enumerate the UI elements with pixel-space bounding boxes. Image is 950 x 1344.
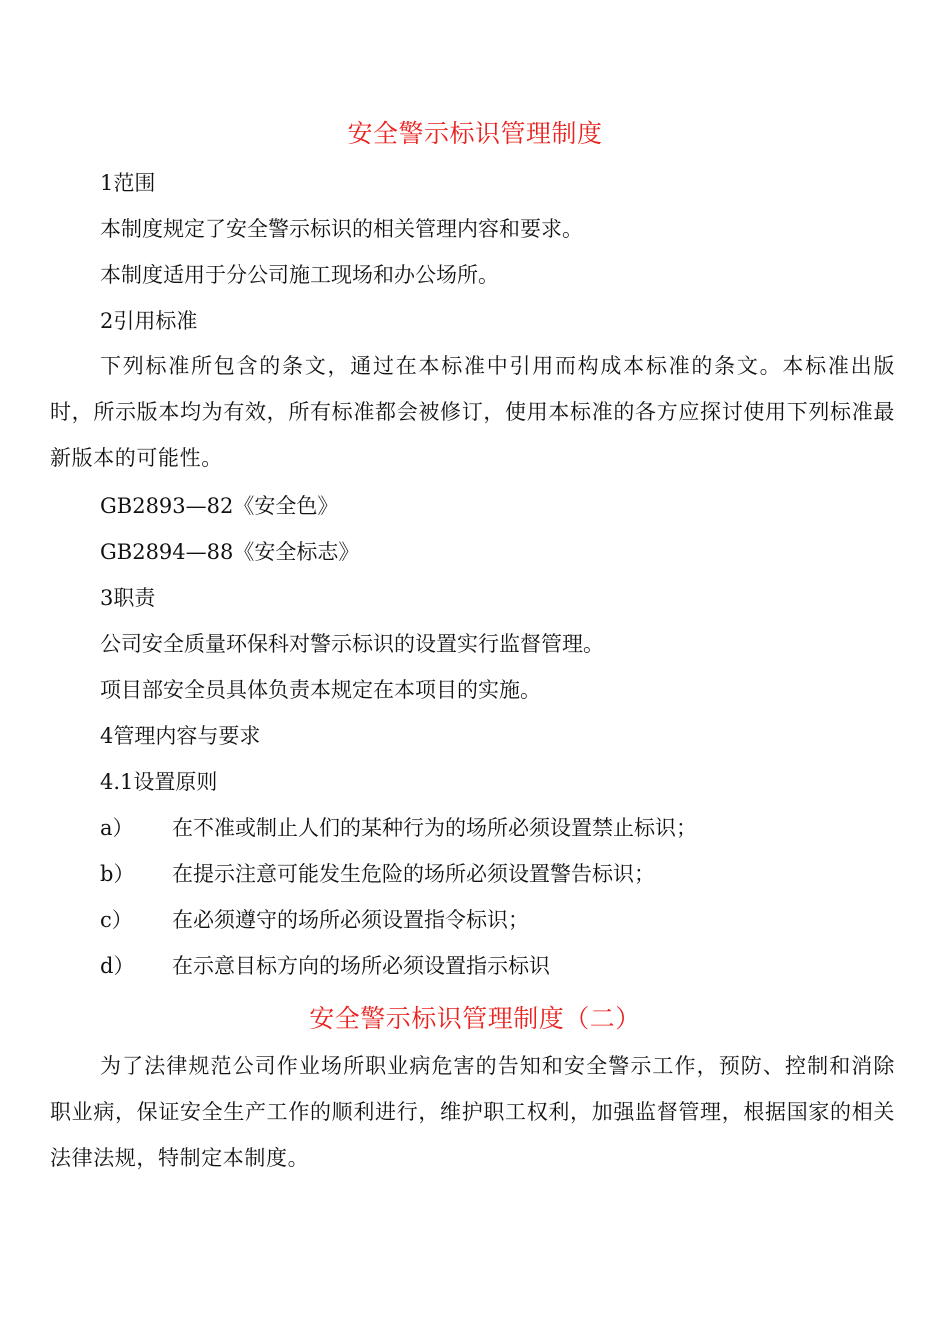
section-3-paragraph-2: 项目部安全员具体负责本规定在本项目的实施。 [100, 678, 541, 702]
list-item [100, 905, 529, 935]
document-title: 安全警示标识管理制度 [347, 119, 603, 148]
list-item-text: 在必须遵守的场所必须设置指令标识； [172, 908, 529, 932]
part-2-paragraph: 为了法律规范公司作业场所职业病危害的告知和安全警示工作，预防、控制和消除职业病，保证安全生产工作的顺利进行，维护职工权利，加强监督管理，根据国家的相关法律法规，特制定本制度。 [50, 1054, 895, 1170]
section-1-paragraph-1: 本制度规定了安全警示标识的相关管理内容和要求。 [100, 217, 583, 241]
section-3-heading: 3职责 [100, 586, 156, 610]
list-item-marker: b） [100, 862, 135, 886]
list-item-text: 在示意目标方向的场所必须设置指示标识 [172, 954, 550, 978]
list-item [100, 859, 655, 889]
section-2-heading: 2引用标准 [100, 309, 198, 333]
list-item [100, 951, 550, 981]
section-4-heading: 4管理内容与要求 [100, 724, 261, 748]
document-title-part-2: 安全警示标识管理制度（二） [309, 1004, 641, 1033]
list-item-marker: a） [100, 816, 134, 840]
section-1-paragraph-2: 本制度适用于分公司施工现场和办公场所。 [100, 263, 499, 287]
section-3-paragraph-1: 公司安全质量环保科对警示标识的设置实行监督管理。 [100, 632, 604, 656]
list-item-marker: d） [100, 954, 135, 978]
list-item-text: 在不准或制止人们的某种行为的场所必须设置禁止标识； [172, 816, 697, 840]
list-item-text: 在提示注意可能发生危险的场所必须设置警告标识； [172, 862, 655, 886]
section-2-paragraph: 下列标准所包含的条文，通过在本标准中引用而构成本标准的条文。本标准出版时，所示版本均为有效，所有标准都会被修订，使用本标准的各方应探讨使用下列标准最新版本的可能性。 [50, 354, 895, 470]
standard-reference-2: GB2894—88《安全标志》 [100, 540, 360, 564]
section-1-heading: 1范围 [100, 171, 156, 195]
list-item-marker: c） [100, 908, 133, 932]
standard-reference-1: GB2893—82《安全色》 [100, 494, 339, 518]
section-4-1-heading: 4.1设置原则 [100, 770, 218, 794]
list-item [100, 813, 697, 843]
